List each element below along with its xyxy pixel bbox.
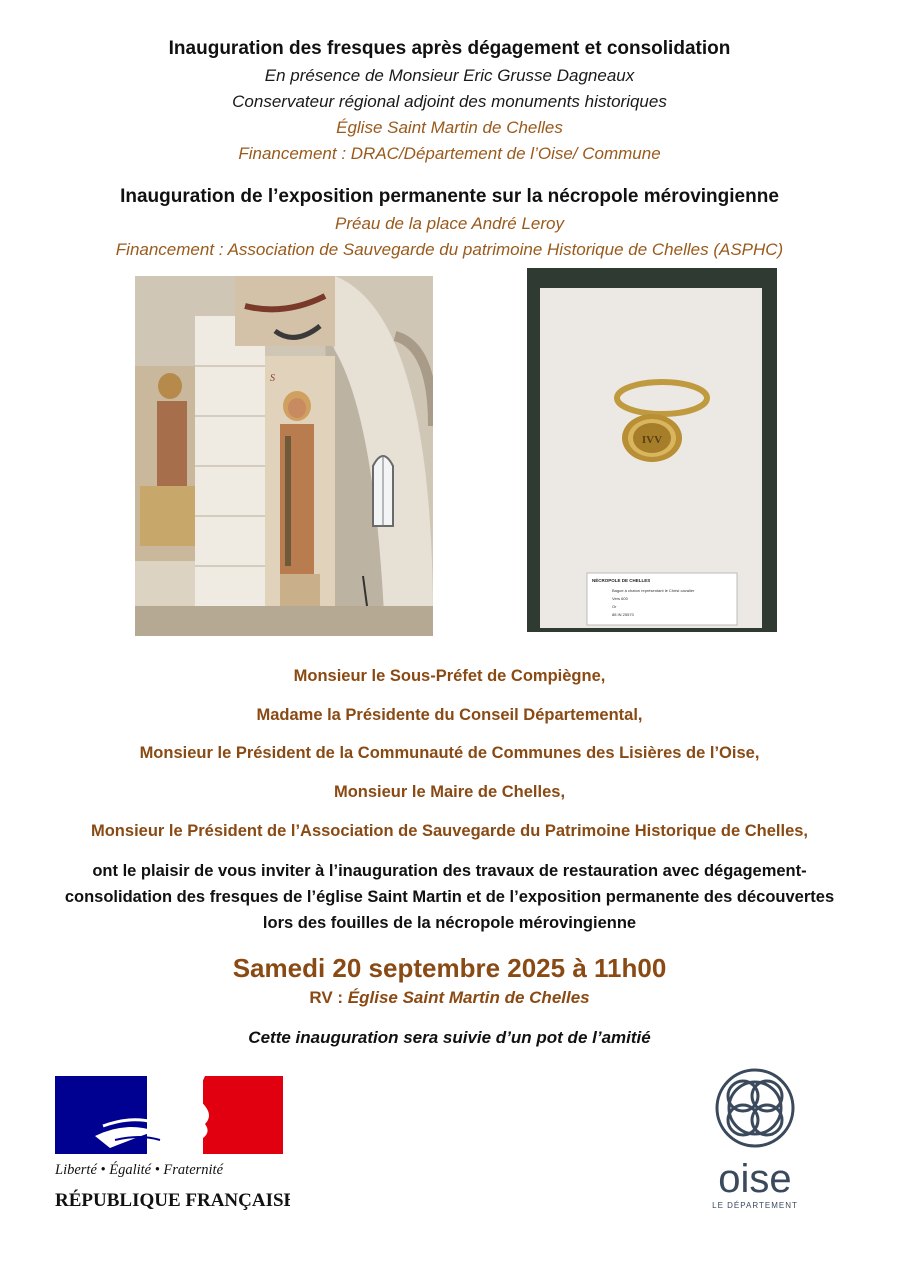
label-row-1: Bague à chaton représentant le Christ cavalier bbox=[612, 588, 695, 593]
host-president-communaute: Monsieur le Président de la Communauté de Communes des Lisières de l’Oise, bbox=[139, 744, 760, 762]
host-president-asphc: Monsieur le Président de l’Association de Sauvegarde du Patrimoine Historique de Chelles, bbox=[90, 822, 809, 840]
label-row-2: Vers 600 bbox=[612, 596, 628, 601]
fresques-funding: Financement : DRAC/Département de l’Oise/ Commune bbox=[238, 144, 661, 163]
event-date: Samedi 20 septembre 2025 à 11h00 bbox=[232, 953, 667, 983]
label-row-3: Or bbox=[612, 604, 617, 609]
exposition-location: Préau de la place André Leroy bbox=[334, 214, 565, 233]
svg-text:S: S bbox=[270, 373, 275, 384]
fresques-location: Église Saint Martin de Chelles bbox=[336, 118, 563, 137]
label-heading: NÉCROPOLE DE CHELLES bbox=[592, 578, 651, 583]
invitation-line-3: lors des fouilles de la nécropole mérovingienne bbox=[262, 914, 637, 932]
church-fresco-photo bbox=[135, 276, 433, 636]
host-maire: Monsieur le Maire de Chelles, bbox=[333, 783, 566, 801]
invitation-line-2: consolidation des fresques de l’église Saint Martin et de l’exposition permanente des découvertes bbox=[64, 888, 835, 906]
invitation-line-1: ont le plaisir de vous inviter à l’inauguration des travaux de restauration avec dégagement- bbox=[92, 862, 807, 880]
event-rv bbox=[0, 988, 899, 1008]
rf-name: RÉPUBLIQUE FRANÇAISE bbox=[55, 1190, 290, 1211]
presence-line: En présence de Monsieur Eric Grusse Dagneaux bbox=[264, 66, 635, 85]
ring-inscription: IVV bbox=[641, 434, 663, 446]
fresques-title: Inauguration des fresques après dégagement et consolidation bbox=[168, 38, 731, 59]
rv-place: Église Saint Martin de Chelles bbox=[347, 988, 590, 1007]
label-row-4: 88 IN 25570 bbox=[612, 612, 634, 617]
oise-name: oise bbox=[718, 1157, 792, 1201]
host-presidente-conseil: Madame la Présidente du Conseil Départemental, bbox=[256, 706, 643, 724]
host-sous-prefet: Monsieur le Sous-Préfet de Compiègne, bbox=[293, 667, 606, 685]
rv-prefix: RV : bbox=[309, 988, 348, 1007]
exposition-funding: Financement : Association de Sauvegarde du patrimoine Historique de Chelles (ASPHC) bbox=[115, 240, 784, 259]
oise-subtitle: LE DÉPARTEMENT bbox=[712, 1201, 798, 1210]
conservateur-line: Conservateur régional adjoint des monuments historiques bbox=[232, 92, 667, 111]
rf-motto: Liberté • Égalité • Fraternité bbox=[55, 1162, 224, 1178]
oise-departement-logo bbox=[695, 1066, 815, 1216]
republique-francaise-logo bbox=[55, 1076, 290, 1216]
exposition-title: Inauguration de l’exposition permanente sur la nécropole mérovingienne bbox=[120, 186, 779, 207]
closing-line: Cette inauguration sera suivie d’un pot de l’amitié bbox=[248, 1028, 651, 1047]
ring-display-photo bbox=[527, 268, 777, 632]
